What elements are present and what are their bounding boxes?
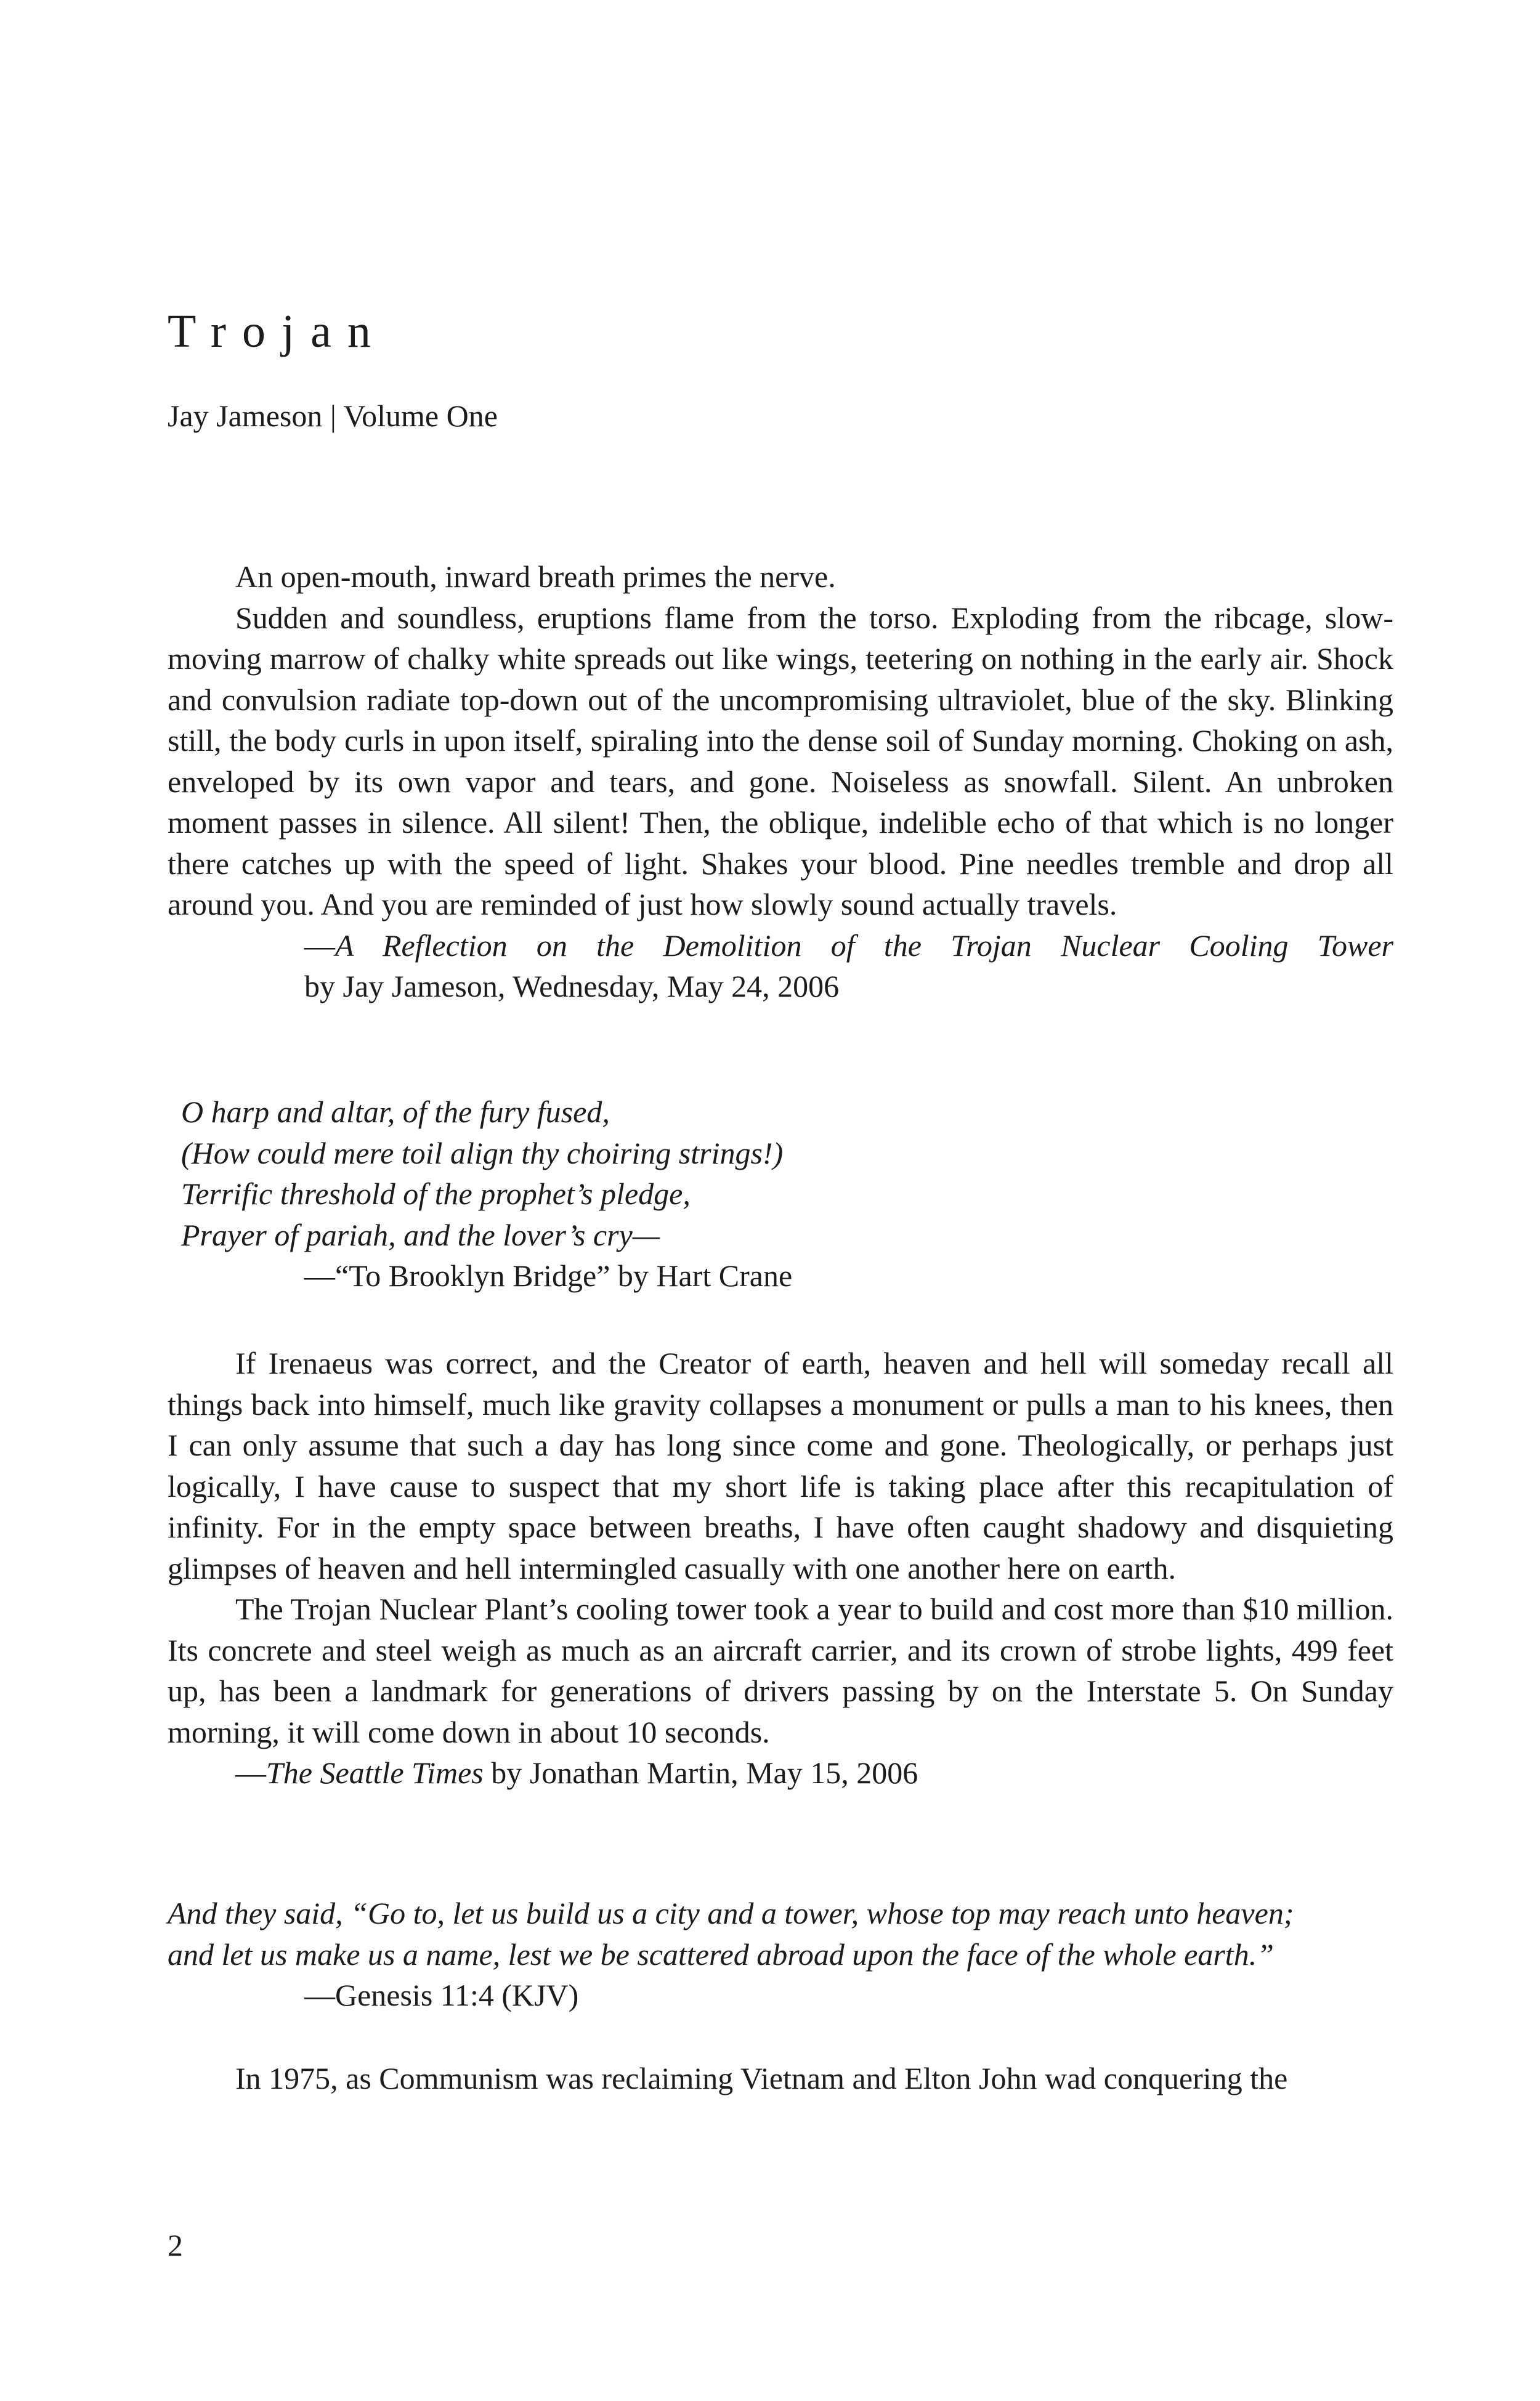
source-byline: by Jonathan Martin, May 15, 2006 xyxy=(483,1755,918,1790)
reflection-opening-line: An open-mouth, inward breath primes the nerve. xyxy=(235,559,836,594)
reflection-paragraph: Sudden and soundless, eruptions flame from the torso. Exploding from the ribcage, slow-moving marrow of chalky white spreads out like wings, teetering on nothing in the early air. Shock and convulsion radiate top-down out of the uncompromising ultraviolet, blue of the sky. Blinking still, the body curls in upon itself, spiraling into the dense soil of Sunday morning. Choking on ash, enveloped by its own vapor and tears, and gone. Noiseless as snowfall. Silent. An unbroken moment passes in silence. All silent! Then, the oblique, indelible echo of that which is no longer there catches up with the speed of light. Shakes your blood. Pine needles tremble and drop all around you. And you are reminded of just how slowly sound actually travels. xyxy=(168,600,1393,921)
essay-paragraph-tower: The Trojan Nuclear Plant’s cooling tower took a year to build and cost more than $10 million. Its concrete and steel weigh as much as an aircraft carrier, and its crown of strobe lights, 499 feet up, has been a landmark for generations of drivers passing by on the Interstate 5. On Sunday morning, it will come down in about 10 seconds. xyxy=(168,1592,1393,1749)
reflection-byline: by Jay Jameson, Wednesday, May 24, 2006 xyxy=(304,969,840,1003)
attribution-dash: — xyxy=(304,928,335,963)
source-dash: — xyxy=(235,1755,266,1790)
chapter-subtitle: Jay Jameson | Volume One xyxy=(168,399,498,433)
attribution-title: A Reflection on the Demolition of the Trojan Nuclear Cooling Tower xyxy=(335,928,1393,963)
scripture-citation: —Genesis 11:4 (KJV) xyxy=(304,1978,579,2012)
chapter-title: Trojan xyxy=(168,306,387,357)
scripture-text: And they said, “Go to, let us build us a city and a tower, whose top may reach unto heaven; and let us make us a name, lest we be scattered abroad upon the face of the whole earth.” xyxy=(168,1896,1294,1972)
poem-line-2: (How could mere toil align thy choiring strings!) xyxy=(181,1135,784,1170)
essay-paragraph-irenaeus: If Irenaeus was correct, and the Creator of earth, heaven and hell will someday recall all things back into himself, much like gravity collapses a monument or pulls a man to his knees, then I can only assume that such a day has long since come and gone. Theologically, or perhaps just logically, I have cause to suspect that my short life is taking place after this recapitulation of infinity. For in the empty space between breaths, I have often caught shadowy and disquieting glimpses of heaven and hell intermingled casually with one another here on earth. xyxy=(168,1346,1393,1585)
poem-line-3: Terrific threshold of the prophet’s pledge, xyxy=(181,1176,691,1211)
page-number: 2 xyxy=(168,2228,183,2262)
continuation-paragraph xyxy=(168,2058,1393,2099)
reflection-attribution xyxy=(168,925,1393,966)
poem-epigraph xyxy=(168,1091,1393,1297)
poem-line-1: O harp and altar, of the fury fused, xyxy=(181,1095,610,1129)
continuation-text: In 1975, as Communism was reclaiming Vietnam and Elton John wad conquering the xyxy=(235,2061,1288,2095)
scripture-quote xyxy=(168,1893,1326,2016)
poem-line-4: Prayer of pariah, and the lover’s cry— xyxy=(181,1217,660,1252)
essay-body xyxy=(168,1343,1393,1794)
source-publication: The Seattle Times xyxy=(266,1755,484,1790)
essay-source xyxy=(168,1752,1393,1794)
poem-attribution: —“To Brooklyn Bridge” by Hart Crane xyxy=(304,1258,793,1293)
reflection-epigraph xyxy=(168,556,1393,1007)
